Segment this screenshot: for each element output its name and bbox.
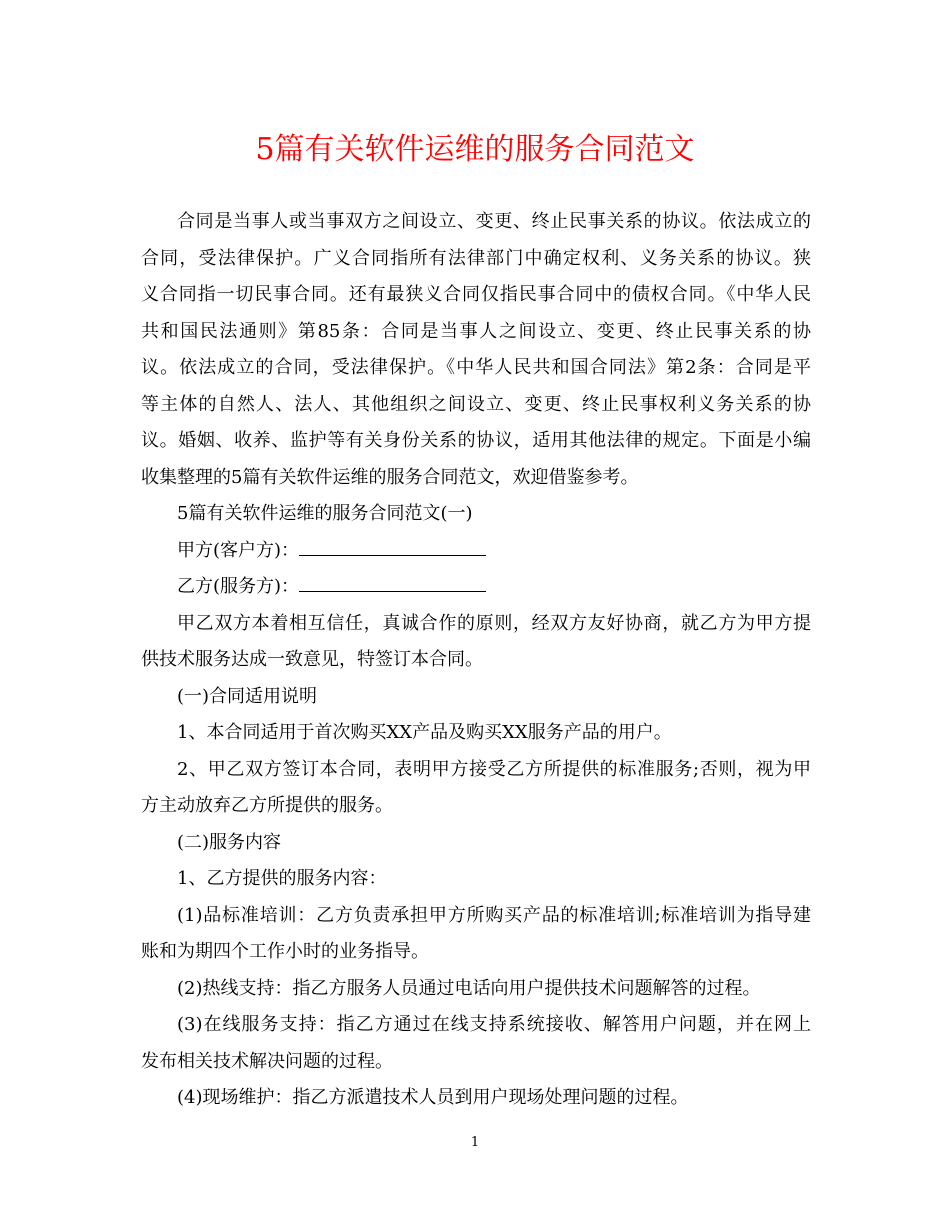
list-item-continuation: 发布相关技术解决问题的过程。 bbox=[141, 1050, 393, 1072]
paragraph-line: 共和国民法通则》第85条：合同是当事人之间设立、变更、终止民事关系的协 bbox=[141, 320, 811, 342]
subsection-heading: (一)合同适用说明 bbox=[177, 685, 318, 707]
paragraph-line: 甲乙双方本着相互信任，真诚合作的原则，经双方友好协商，就乙方为甲方提 bbox=[177, 612, 811, 634]
paragraph-line: 等主体的自然人、法人、其他组织之间设立、变更、终止民事权利义务关系的协 bbox=[141, 393, 811, 415]
paragraph-line: 合同是当事人或当事双方之间设立、变更、终止民事关系的协议。依法成立的 bbox=[177, 211, 811, 232]
party-a-blank bbox=[299, 533, 486, 556]
paragraph-line: 收集整理的5篇有关软件运维的服务合同范文，欢迎借鉴参考。 bbox=[141, 466, 639, 488]
party-b-blank bbox=[299, 569, 486, 592]
paragraph-line: 供技术服务达成一致意见，特签订本合同。 bbox=[141, 649, 483, 670]
list-item: 1、乙方提供的服务内容： bbox=[177, 868, 387, 889]
paragraph-line: 议。依法成立的合同，受法律保护。《中华人民共和国合同法》第2条：合同是平 bbox=[141, 357, 811, 378]
page-number: 1 bbox=[470, 1135, 480, 1150]
section-heading: 5篇有关软件运维的服务合同范文(一) bbox=[177, 503, 473, 524]
party-b-label: 乙方(服务方)： bbox=[177, 576, 300, 597]
list-item: 1、本合同适用于首次购买XX产品及购买XX服务产品的用户。 bbox=[177, 722, 672, 743]
list-item-continuation: 方主动放弃乙方所提供的服务。 bbox=[141, 795, 393, 816]
document-body bbox=[141, 204, 811, 1117]
list-item: (1)品标准培训：乙方负责承担甲方所购买产品的标准培训;标准培训为指导建 bbox=[177, 904, 811, 926]
list-item: (4)现场维护：指乙方派遣技术人员到用户现场处理问题的过程。 bbox=[177, 1087, 689, 1108]
paragraph-line: 合同，受法律保护。广义合同指所有法律部门中确定权利、义务关系的协议。狭 bbox=[141, 247, 811, 269]
subsection-heading: (二)服务内容 bbox=[177, 831, 282, 853]
list-item: 2、甲乙双方签订本合同，表明甲方接受乙方所提供的标准服务;否则，视为甲 bbox=[177, 758, 811, 780]
paragraph-line: 议。婚姻、收养、监护等有关身份关系的协议，适用其他法律的规定。下面是小编 bbox=[141, 430, 811, 451]
party-b-line bbox=[141, 569, 811, 606]
paragraph-line: 义合同指一切民事合同。还有最狭义合同仅指民事合同中的债权合同。《中华人民 bbox=[141, 284, 811, 305]
party-a-label: 甲方(客户方)： bbox=[177, 539, 300, 561]
list-item-continuation: 账和为期四个工作小时的业务指导。 bbox=[141, 941, 429, 962]
document-title: 5篇有关软件运维的服务合同范文 bbox=[255, 132, 695, 167]
list-item: (3)在线服务支持：指乙方通过在线支持系统接收、解答用户问题，并在网上 bbox=[177, 1014, 811, 1035]
list-item: (2)热线支持：指乙方服务人员通过电话向用户提供技术问题解答的过程。 bbox=[177, 977, 761, 999]
party-a-line bbox=[141, 533, 811, 570]
